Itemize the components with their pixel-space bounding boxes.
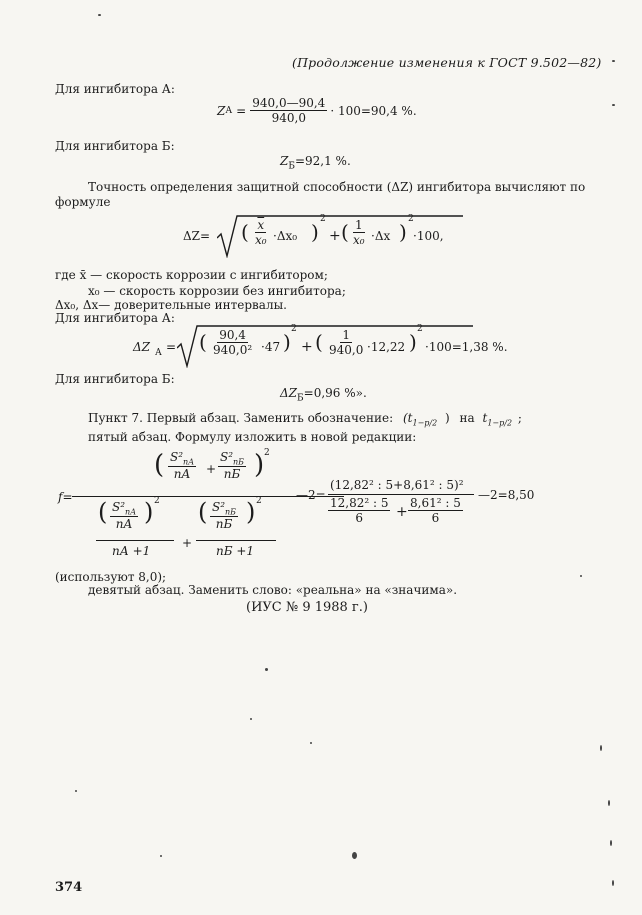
f-num-s2nb [218, 450, 246, 467]
item7-new-t: t [482, 411, 488, 425]
scan-speck [612, 104, 615, 106]
f-den-b-paren-open: ( [198, 498, 208, 526]
f-numeric-line [328, 494, 474, 495]
f-den-a-paren-open: ( [98, 498, 108, 526]
scan-speck [250, 718, 252, 720]
za-sub: А [225, 105, 233, 116]
item7-text: Пункт 7. Первый абзац. Заменить обозначение: [88, 411, 394, 425]
dza-d1: 940,0² [213, 343, 253, 357]
dz-fraction-1 [253, 218, 269, 247]
f-numeric-den-1 [328, 496, 390, 525]
za-denominator: 940,0 [271, 111, 306, 125]
dz-x0-2: x₀ [353, 233, 365, 247]
za-eq: = [236, 103, 247, 118]
dz-plus: + [329, 228, 341, 244]
item7-old-symbol [402, 411, 438, 428]
f-num-s2na-s: S² [170, 450, 184, 464]
f-den-a-line [96, 540, 174, 541]
f-dd2: 6 [431, 511, 440, 525]
f-num-nb: nБ [223, 467, 241, 482]
dz-paren-close-2: ) [399, 220, 407, 244]
item7-old-t: (t [402, 411, 413, 425]
dza-paren-close-1: ) [283, 330, 291, 354]
f-numeric-plus: + [396, 504, 408, 520]
f-num-plus: + [206, 462, 217, 476]
f-den-b-paren-close: ) [246, 498, 256, 526]
dz-one: 1 [354, 218, 363, 232]
dz-paren-open-2: ( [341, 220, 349, 244]
f-den-b-s2nb-sub: nБ [225, 507, 237, 517]
f-num-frac-b [218, 450, 246, 481]
scan-speck [608, 800, 610, 806]
accuracy-text-line-1: Точность определения защитной способности (ΔZ) ингибитора вычисляют по [88, 180, 586, 194]
formula-dz [183, 214, 448, 258]
formula-dza [133, 324, 513, 368]
item7-on: на [459, 411, 475, 425]
ninth-paragraph-line: девятый абзац. Заменить слово: «реальна» на «значима». [88, 583, 458, 597]
scan-speck [160, 855, 162, 857]
inhibitor-b-label: Для ингибитора Б: [55, 139, 175, 153]
f-num-na: nА [173, 467, 191, 482]
za-tail: · 100=90,4 %. [330, 103, 417, 118]
f-num-s2nb-sub: nБ [233, 457, 245, 467]
scan-speck [610, 840, 612, 846]
item7-old-close: ) [445, 411, 450, 425]
f-num-values: (12,82² : 5+8,61² : 5)² [330, 478, 464, 492]
dza-sq-1: 2 [291, 324, 297, 334]
item7-new-sub: 1−p/2 [487, 418, 513, 428]
dz-tail: ·100, [413, 229, 444, 243]
f-den-b-line [196, 540, 276, 541]
dz-sq-2: 2 [408, 214, 414, 224]
scan-speck [310, 742, 312, 744]
dza-paren-open-2: ( [315, 330, 323, 354]
dz-fraction-2 [351, 218, 367, 247]
item7-new-symbol [482, 411, 513, 428]
where-line-2: x₀ — скорость коррозии без ингибитора; [88, 284, 346, 298]
f-numeric-den-2 [408, 496, 463, 525]
dz-x0: x₀ [255, 233, 267, 247]
uses-line: (используют 8,0); [55, 570, 167, 584]
dza-fraction-1 [211, 328, 254, 357]
f-num-s2na [168, 450, 196, 467]
dza-tail: ·100=1,38 %. [425, 340, 508, 354]
f-den-b-s2nb [210, 500, 238, 517]
dza-n2: 1 [342, 328, 350, 342]
item7-semicolon: ; [517, 411, 522, 425]
formula-dzb [280, 386, 367, 403]
f-result: —2=8,50 [478, 488, 535, 502]
f-den-b-inner [210, 500, 238, 531]
where-line-3: Δx₀, Δx— доверительные интервалы. [55, 298, 287, 312]
dz-paren-open-1: ( [241, 220, 249, 244]
inhibitor-b-label-2: Для ингибитора Б: [55, 372, 175, 386]
f-den-a-inner [110, 500, 138, 531]
item7-line-2: пятый абзац. Формулу изложить в новой редакции: [88, 430, 417, 444]
ius-reference: (ИУС № 9 1988 г.) [246, 600, 368, 615]
scan-speck [98, 14, 101, 16]
f-den-a-s2na-s: S² [112, 500, 126, 514]
dza-lhs: ΔZ [133, 340, 151, 354]
dza-n1: 90,4 [219, 328, 246, 342]
dza-m1: ·47 [261, 340, 281, 354]
dz-dx0: ·Δx₀ [273, 229, 298, 243]
f-den-plus: + [182, 536, 193, 550]
where-line-1: где x̄ — скорость коррозии с ингибитором; [55, 268, 328, 282]
dzb-sub: Б [297, 393, 304, 404]
dz-sq-1: 2 [320, 214, 326, 224]
dz-xbar: $\overline{x}$ [257, 218, 265, 232]
continuation-header: (Продолжение изменения к ГОСТ 9.502—82) [292, 55, 602, 70]
f-num-paren-open: ( [154, 450, 165, 480]
dz-lhs: ΔZ= [183, 229, 211, 243]
dza-fraction-2 [327, 328, 365, 357]
zb-sub: Б [288, 161, 295, 172]
zb-tail: =92,1 %. [294, 154, 351, 168]
scan-speck [352, 852, 357, 859]
formula-za [217, 96, 417, 125]
dzb-tail: =0,96 %». [303, 386, 367, 400]
accuracy-text-line-2: формуле [55, 195, 111, 209]
f-den-b-s2nb-s: S² [212, 500, 226, 514]
f-den-b-sq: 2 [256, 496, 262, 506]
inhibitor-a-label: Для ингибитора А: [55, 82, 175, 96]
scan-speck [75, 790, 77, 792]
dza-sq-2: 2 [417, 324, 423, 334]
f-den-b-nb1: nБ +1 [216, 544, 255, 558]
dza-d2: 940,0 [329, 343, 364, 357]
scan-speck [612, 60, 615, 62]
f-num-s2nb-s: S² [220, 450, 234, 464]
f-den-a-sq: 2 [154, 496, 160, 506]
f-den-a-s2na [110, 500, 138, 517]
f-dd1: 6 [355, 511, 364, 525]
scan-speck [600, 745, 602, 751]
zb-lhs: Z [280, 154, 289, 168]
f-den-a-s2na-sub: nА [125, 507, 137, 517]
item7-line-1 [88, 411, 522, 427]
za-lhs: Z [217, 103, 226, 118]
dz-paren-close-1: ) [311, 220, 319, 244]
f-num-frac-a [168, 450, 196, 481]
za-numerator: 940,0—90,4 [252, 96, 326, 110]
formula-f [58, 448, 558, 566]
f-lhs: f= [58, 490, 73, 504]
dza-plus: + [301, 339, 313, 355]
scan-speck [612, 880, 614, 886]
f-num-s2na-sub: nА [183, 457, 195, 467]
dz-dx: ·Δx [371, 229, 391, 243]
item7-old-sub: 1−p/2 [412, 418, 438, 428]
inhibitor-a-label-2: Для ингибитора А: [55, 311, 175, 325]
page-number: 374 [55, 880, 83, 895]
dzb-lhs: ΔZ [280, 386, 298, 400]
f-den-a-na: nА [115, 517, 133, 532]
f-minus2: —2= [296, 488, 326, 502]
za-fraction [250, 96, 327, 125]
scan-speck [265, 668, 268, 671]
f-dn1: 12,82² : 5 [330, 496, 389, 510]
dza-paren-close-2: ) [409, 330, 417, 354]
f-dn2: 8,61² : 5 [410, 496, 461, 510]
f-num-paren-close: ) [254, 450, 265, 480]
dza-paren-open-1: ( [199, 330, 207, 354]
formula-zb [280, 154, 351, 171]
f-den-a-paren-close: ) [144, 498, 154, 526]
f-den-b-nb: nБ [215, 517, 233, 532]
scan-speck [580, 575, 582, 577]
f-num-sq: 2 [264, 448, 270, 458]
dza-sub: А [155, 348, 162, 358]
dza-eq: = [166, 340, 177, 354]
dza-m2: ·12,22 [367, 340, 406, 354]
f-den-a-na1: nА +1 [112, 544, 151, 558]
